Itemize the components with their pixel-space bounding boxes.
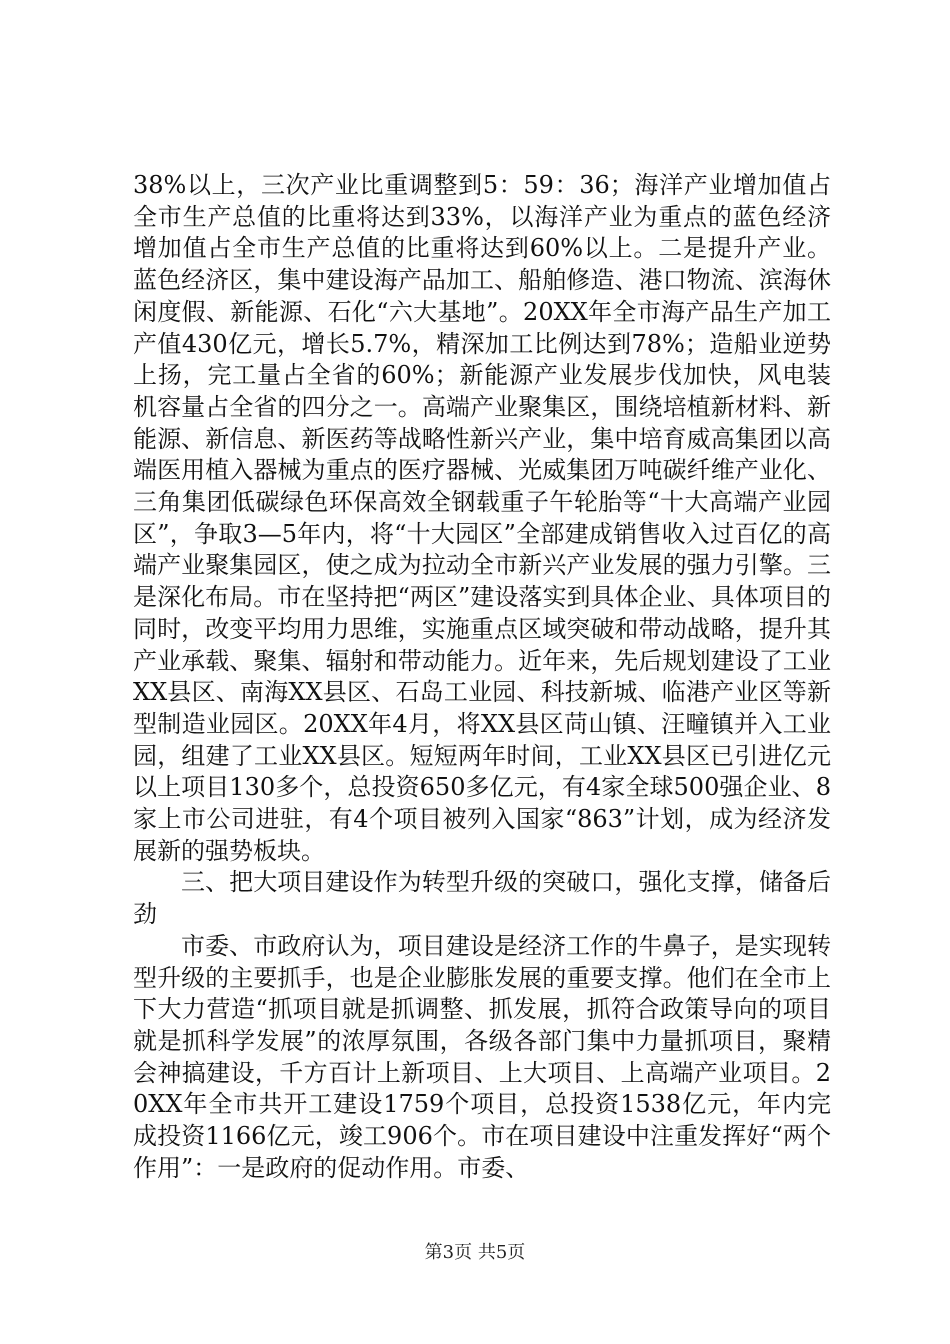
page-number-footer: 第3页 共5页 [424, 1242, 526, 1263]
body-paragraph-continued: 38%以上，三次产业比重调整到5：59：36；海洋产业增加值占全市生产总值的比重将达到33%，以海洋产业为重点的蓝色经济增加值占全市生产总值的比重将达到60%以上。二是提升产业。蓝色经济区，集中建设海产品加工、船舶修造、港口物流、滨海休闲度假、新能源、石化“六大基地”。20XX年全市海产品生产加工产值430亿元，增长5.7%，精深加工比例达到78%；造船业逆势上扬，完工量占全省的60%；新能源产业发展步伐加快，风电装机容量占全省的四分之一。高端产业聚集区，围绕培植新材料、新能源、新信息、新医药等战略性新兴产业，集中培育威高集团以高端医用植入器械为重点的医疗器械、光威集团万吨碳纤维产业化、三角集团低碳绿色环保高效全钢载重子午轮胎等“十大高端产业园区”，争取3—5年内，将“十大园区”全部建成销售收入过百亿的高端产业聚集园区，使之成为拉动全市新兴产业发展的强力引擎。三是深化布局。市在坚持把“两区”建设落实到具体企业、具体项目的同时，改变平均用力思维，实施重点区域突破和带动战略，提升其产业承载、聚集、辐射和带动能力。近年来，先后规划建设了工业XX县区、南海XX县区、石岛工业园、科技新城、临港产业区等新型制造业园区。20XX年4月，将XX县区苘山镇、汪疃镇并入工业园，组建了工业XX县区。短短两年时间，工业XX县区已引进亿元以上项目130多个，总投资650多亿元，有4家全球500强企业、8家上市公司进驻，有4个项目被列入国家“863”计划，成为经济发展新的强势板块。 [133, 171, 831, 865]
body-paragraph: 市委、市政府认为，项目建设是经济工作的牛鼻子，是实现转型升级的主要抓手，也是企业膨胀发展的重要支撑。他们在全市上下大力营造“抓项目就是抓调整、抓发展，抓符合政策导向的项目就是抓科学发展”的浓厚氛围，各级各部门集中力量抓项目，聚精会神搞建设，千方百计上新项目、上大项目、上高端产业项目。20XX年全市共开工建设1759个项目，总投资1538亿元，年内完成投资1166亿元，竣工906个。市在项目建设中注重发挥好“两个作用”：一是政府的促动作用。市委、 [133, 931, 831, 1182]
section-heading-three: 三、把大项目建设作为转型升级的突破口，强化支撑，储备后劲 [133, 868, 831, 929]
document-body [133, 170, 831, 1185]
